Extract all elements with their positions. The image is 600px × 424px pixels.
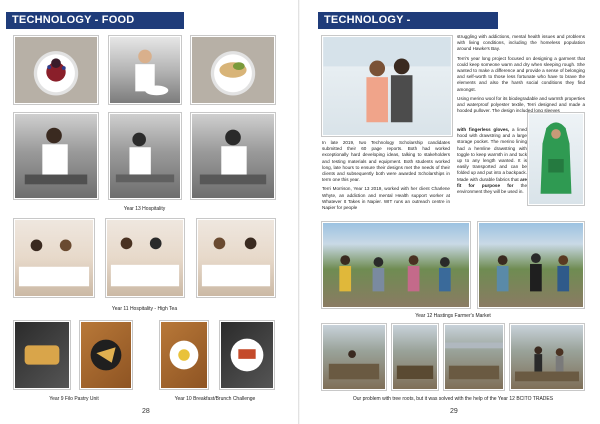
page-number-right: 29: [450, 408, 458, 415]
filo-pastry-photo-2: [80, 321, 132, 389]
caption-filo: Year 9 Filo Pastry Unit: [49, 396, 99, 402]
kitchen-class-photo: [109, 113, 181, 199]
caption-hospitality: Year 13 Hospitality: [123, 206, 166, 212]
farmers-market-photo-1: [322, 222, 470, 308]
brunch-plate-icon: [161, 322, 207, 388]
two-women-icon: [323, 37, 451, 135]
caption-market: Year 12 Hastings Farmer's Market: [415, 313, 491, 319]
market-crowd-icon: [323, 223, 469, 307]
plated-dish-icon: [192, 37, 274, 103]
right-page: [300, 0, 600, 424]
text-column-right: [457, 34, 585, 117]
class-kitchen-icon: [110, 114, 180, 198]
student-plating-photo: [109, 36, 181, 104]
paragraph-design: Using merino wool for its biodegradable and warmth properties and waterproof polyester textile, Terri designed and made a hooded pullover. The design included long sleeves: [457, 95, 585, 114]
high-tea-photo-2: [106, 219, 184, 297]
market-stall-icon: [479, 223, 583, 307]
caption-brunch: Year 10 Breakfast/Brunch Challenge: [174, 396, 256, 402]
food-title-banner: TECHNOLOGY - FOOD: [6, 12, 184, 29]
text-column-right-narrow: with fingerless gloves, a lined hood with drawstring and a large storage pocket. The merino lining had a hemline drawstring with toggle to keep warmth in and tuck up to any length wanted. It is easily transported and can be folded up and put into a backpack. Made with durable fabrics that are fit for purpose for the environment they will be used in.: [457, 127, 527, 195]
main-dish-photo: [191, 36, 275, 104]
chef-instructing-photo: [191, 113, 275, 199]
pastry-icon: [81, 322, 131, 388]
high-tea-photo-1: [14, 219, 94, 297]
dessert-icon: [15, 37, 97, 103]
tree-roots-photo-3: [444, 324, 504, 390]
brunch-plate-icon: [221, 322, 273, 388]
garden-fence-icon: [445, 325, 503, 389]
garment-model-photo: [528, 113, 584, 205]
caption-high-tea: Year 11 Hospitality - High Tea: [111, 306, 178, 312]
text-column-left: [322, 140, 450, 214]
dessert-plate-photo: [14, 36, 98, 104]
student-cooking-photo: [14, 113, 98, 199]
high-tea-photo-3: [197, 219, 275, 297]
bold-fingerless-gloves: with fingerless gloves,: [457, 127, 510, 132]
brunch-photo-1: [160, 321, 208, 389]
pastry-icon: [15, 322, 69, 388]
paragraph-terri: Terri Morrison, Year 13 2019, worked with her client Charlene Whyte, an addiction and mental Health support worker at Whatever It Takes in Napier. WIT runs an outreach centre in Napier for people: [322, 186, 450, 211]
student-chef-icon: [110, 37, 180, 103]
paragraph-project: Terri's year long project focused on designing a garment that could keep someone warm and dry when sleeping rough. She wanted to make a difference and provide a sense of belonging and self-worth to those less fortunate who have to brave the elements and also the harsh social conditions they find amongst.: [457, 55, 585, 92]
farmers-market-photo-2: [478, 222, 584, 308]
garden-work-icon: [393, 325, 437, 389]
scholarship-students-photo: [322, 36, 452, 136]
tree-roots-photo-2: [392, 324, 438, 390]
scholarships-title-banner: TECHNOLOGY -: [318, 12, 498, 29]
paragraph-struggling: struggling with addictions, mental health issues and problems with living conditions, including the homeless population around Hawke's Bay.: [457, 34, 585, 52]
cooking-student-icon: [15, 114, 97, 198]
hooded-garment-icon: [529, 114, 583, 204]
paragraph-intro: In late 2019, two Technology Scholarship candidates submitted their 60 page reports. Both had worked exceptionally hard developing ideas, talking to stakeholders and testing materials and equipment. Both students worked long, late hours to ensure their designs met the needs of their clients and subsequently both were awarded Scholarships in term one this year.: [322, 140, 450, 183]
brunch-photo-2: [220, 321, 274, 389]
caption-bcito: Our problem with tree roots, but it was solved with the help of the Year 12 BCITO TRADES: [352, 396, 554, 402]
students-digging-icon: [511, 325, 583, 389]
tree-roots-photo-1: [322, 324, 386, 390]
students-table-icon: [15, 220, 93, 296]
tree-roots-photo-4: [510, 324, 584, 390]
students-table-icon: [198, 220, 274, 296]
bold-fit-for-purpose: are fit for purpose for: [457, 176, 527, 188]
garden-bed-icon: [323, 325, 385, 389]
chef-icon: [192, 114, 274, 198]
filo-pastry-photo-1: [14, 321, 70, 389]
page-number-left: 28: [142, 408, 150, 415]
students-table-icon: [107, 220, 183, 296]
